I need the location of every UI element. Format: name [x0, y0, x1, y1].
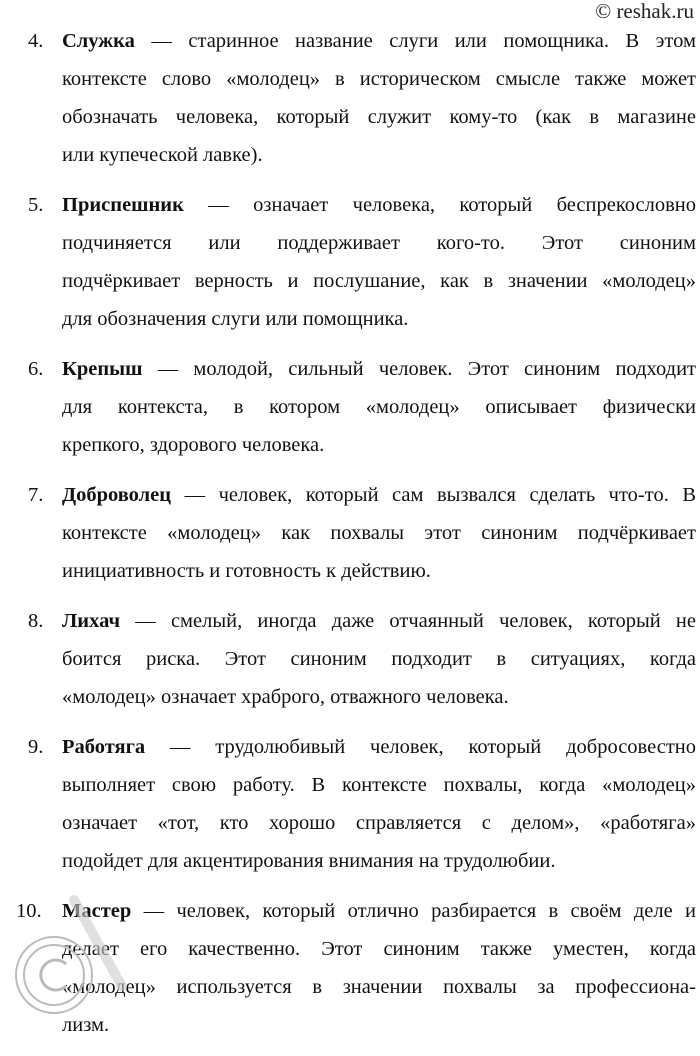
synonym-list	[0, 22, 700, 1056]
item-term: Мастер	[62, 900, 132, 922]
text-line: выполняет свою работу. В контексте похвалы, когда «молодец»	[62, 774, 696, 796]
item-text: — означает человека, который беспрекословно	[183, 194, 696, 216]
text-line: обозначать человека, который служит кому-то (как в магазине	[62, 106, 696, 128]
item-number: 8.	[28, 610, 44, 632]
text-line: контексте «молодец» как похвалы этот синоним подчёркивает	[62, 522, 696, 544]
text-line	[62, 476, 696, 514]
list-item	[0, 350, 700, 464]
text-line	[62, 350, 696, 388]
text-line: подчёркивает верность и послушание, как в значении «молодец»	[62, 270, 696, 292]
text-line: подойдет для акцентирования внимания на трудолюбии.	[62, 850, 556, 872]
text-line: боится риска. Этот синоним подходит в ситуациях, когда	[62, 648, 696, 670]
text-line: для обозначения слуги или помощника.	[62, 308, 409, 330]
item-number: 7.	[28, 484, 44, 506]
item-text: — человек, который отлично разбирается в своём деле и	[131, 900, 696, 922]
text-line: делает его качественно. Этот синоним также уместен, когда	[62, 938, 696, 960]
item-number: 4.	[28, 30, 44, 52]
watermark-top: © reshak.ru	[595, 0, 694, 23]
item-term: Служка	[62, 30, 135, 52]
text-line: инициативность и готовность к действию.	[62, 560, 431, 582]
text-line: подчиняется или поддерживает кого-то. Этот синоним	[62, 232, 696, 254]
list-item	[0, 892, 700, 1044]
item-text: — трудолюбивый человек, который добросовестно	[145, 736, 696, 758]
text-line	[62, 892, 696, 930]
item-number: 5.	[28, 194, 44, 216]
text-line	[62, 602, 696, 640]
item-term: Крепыш	[62, 358, 143, 380]
item-text: — смелый, иногда даже отчаянный человек, который не	[120, 610, 696, 632]
item-term: Приспешник	[62, 194, 184, 216]
item-term: Доброволец	[62, 484, 172, 506]
list-item	[0, 22, 700, 174]
item-text: — старинное название слуги или помощника. В этом	[134, 30, 696, 52]
text-line	[62, 22, 696, 60]
text-line: «молодец» означает храброго, отважного человека.	[62, 686, 509, 708]
item-number: 6.	[28, 358, 44, 380]
list-item	[0, 602, 700, 716]
text-line: крепкого, здорового человека.	[62, 434, 325, 456]
text-line: лизм.	[62, 1014, 110, 1036]
item-term: Лихач	[62, 610, 121, 632]
item-number: 9.	[28, 736, 44, 758]
item-text: — молодой, сильный человек. Этот синоним подходит	[142, 358, 696, 380]
item-term: Работяга	[62, 736, 146, 758]
text-line: означает «тот, кто хорошо справляется с делом», «работяга»	[62, 812, 696, 834]
text-line: для контекста, в котором «молодец» описывает физически	[62, 396, 696, 418]
text-line: или купеческой лавке).	[62, 144, 263, 166]
text-line	[62, 728, 696, 766]
text-line: «молодец» используется в значении похвалы за профессиона-	[62, 976, 696, 998]
list-item	[0, 186, 700, 338]
text-line	[62, 186, 696, 224]
text-line: контексте слово «молодец» в историческом смысле также может	[62, 68, 696, 90]
item-number: 10.	[16, 900, 42, 922]
list-item	[0, 728, 700, 880]
list-item	[0, 476, 700, 590]
item-text: — человек, который сам вызвался сделать что-то. В	[171, 484, 696, 506]
